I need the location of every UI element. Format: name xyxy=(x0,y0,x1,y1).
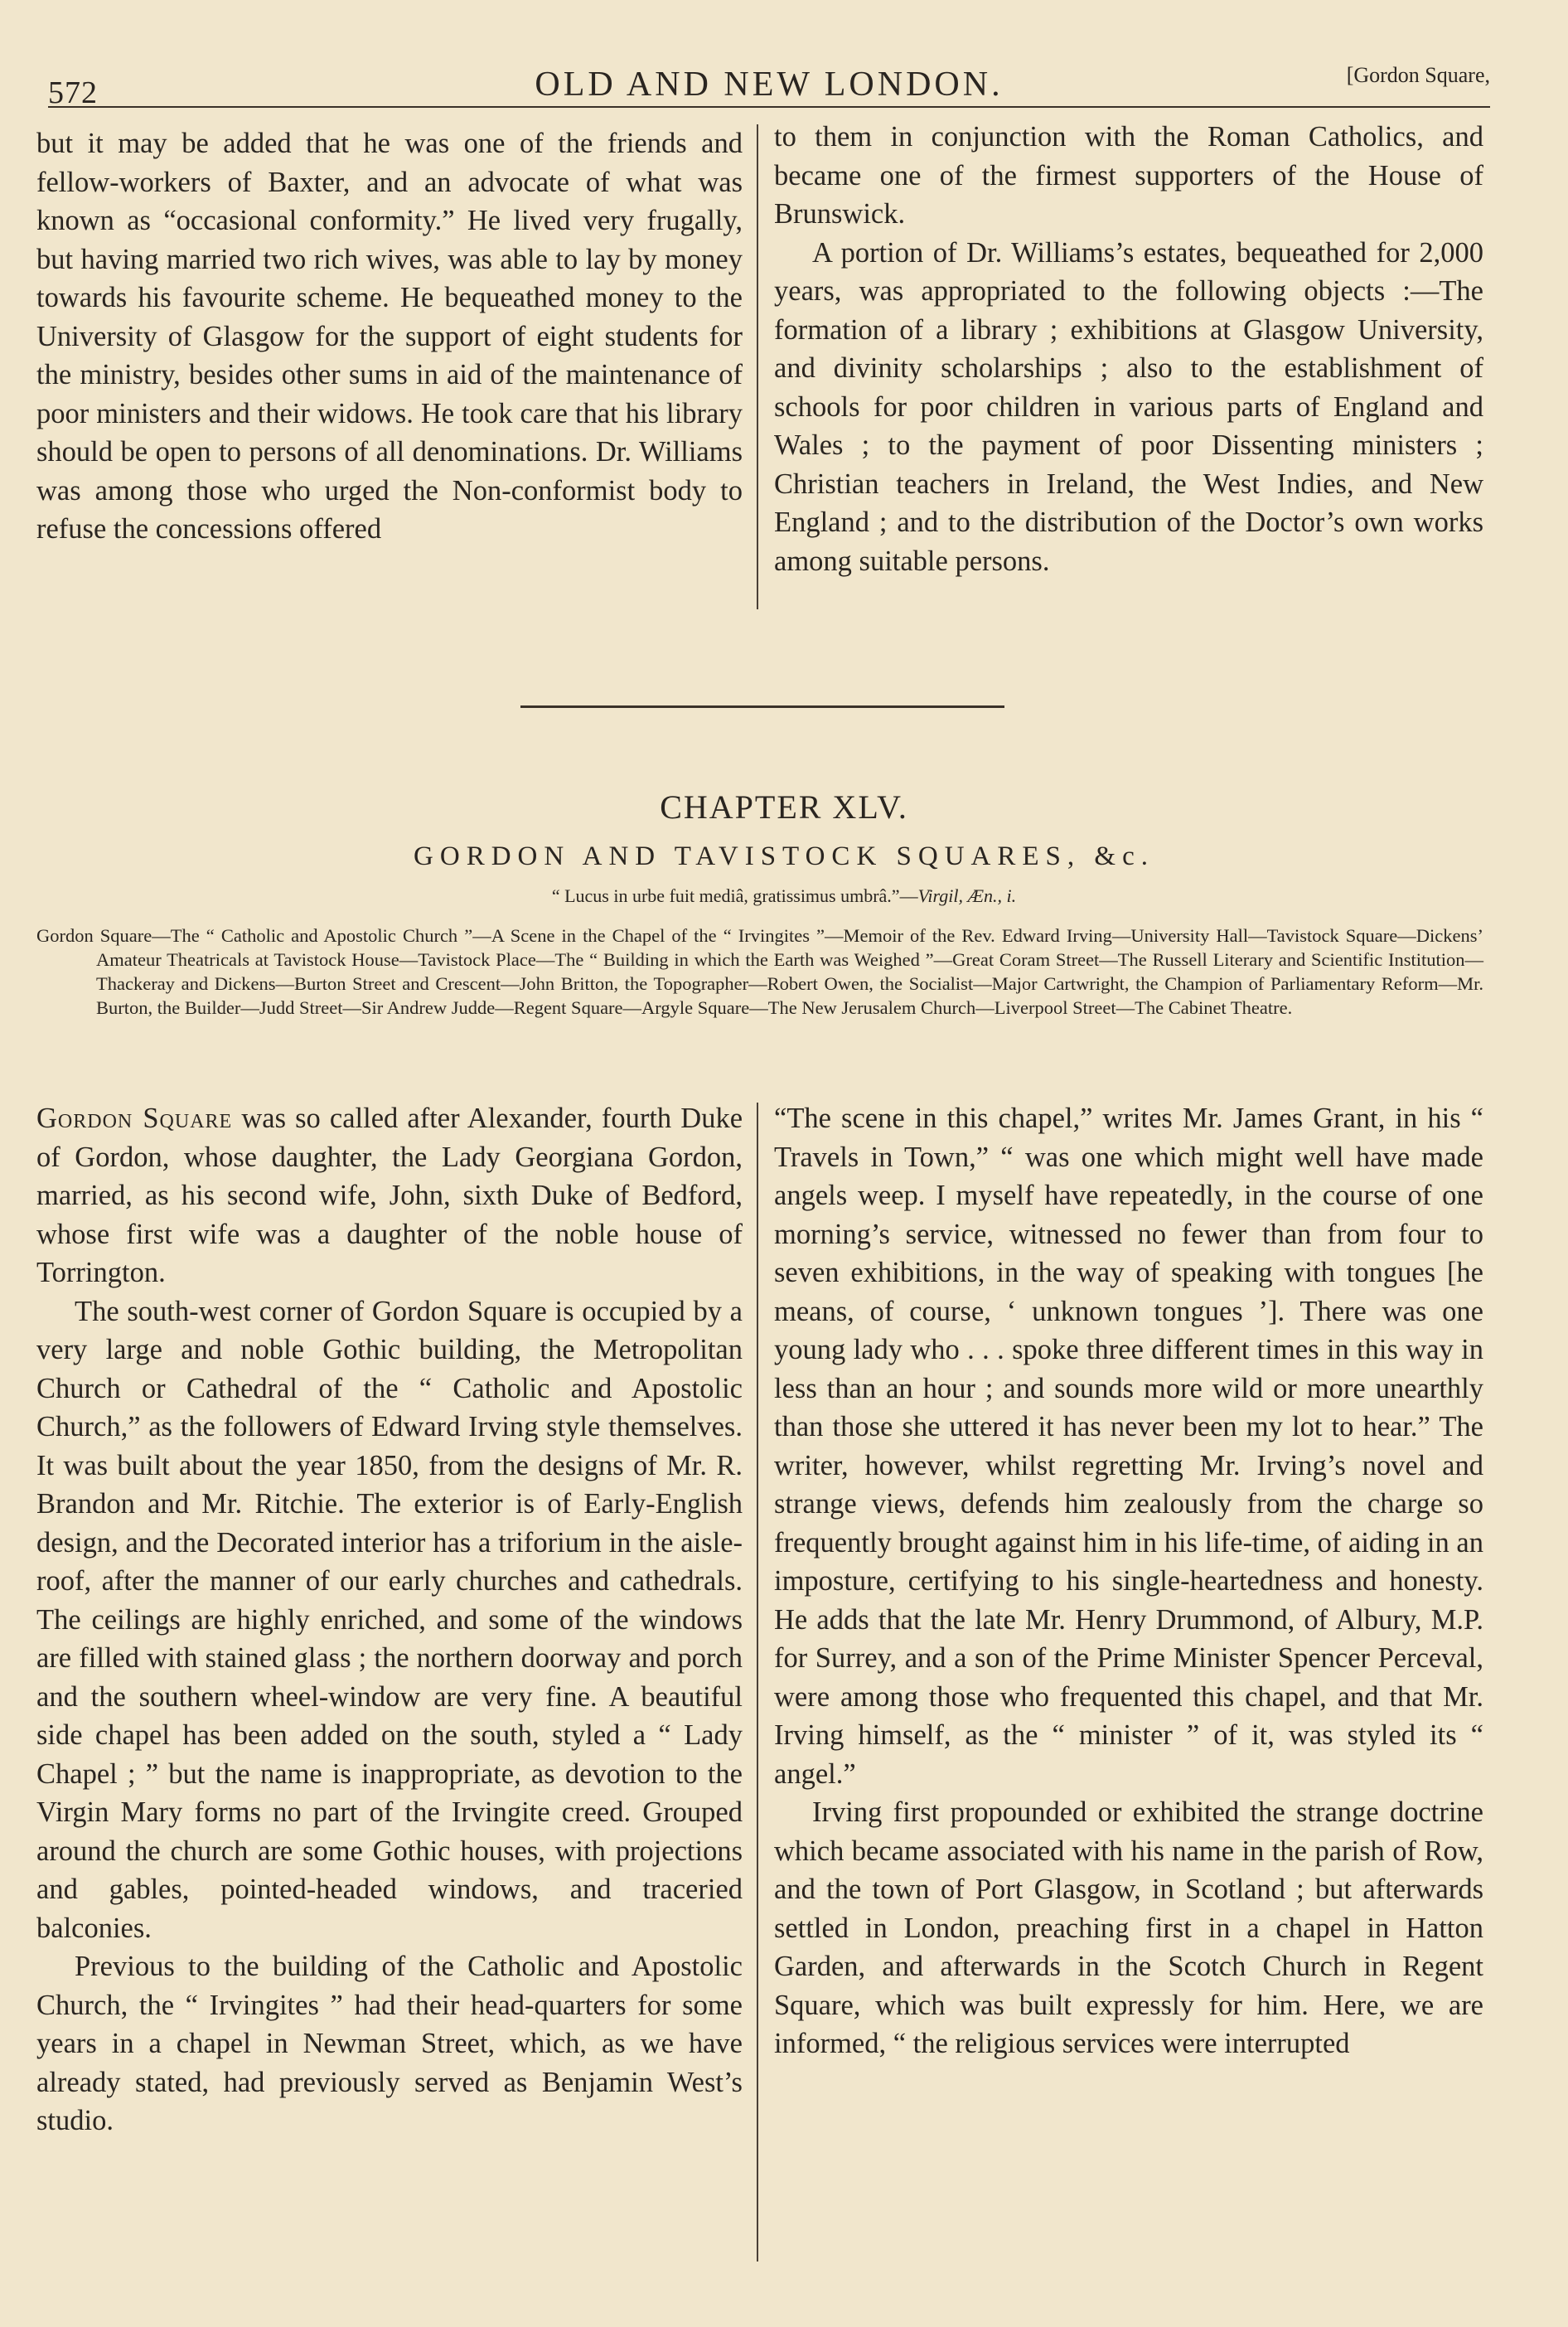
paragraph: but it may be added that he was one of the friends and fellow-workers of Baxter, and an advocate of what was known as “occasional conformity.” He lived very frugally, but having married two rich wives, was able to lay by money towards his favourite scheme. He bequeathed money to the University of Glasgow for the support of eight students for the ministry, besides other sums in aid of the maintenance of poor ministers and their widows. He took care that his library should be open to persons of all denominations. Dr. Williams was among those who urged the Non-conformist body to refuse the concessions offered xyxy=(36,128,743,545)
running-title: OLD AND NEW LONDON. xyxy=(535,65,1004,104)
column-divider xyxy=(757,1103,758,2262)
header-rule xyxy=(48,106,1490,108)
paragraph: to them in conjunction with the Roman Catholics, and became one of the firmest supporters of the House of Brunswick. xyxy=(774,121,1483,230)
bottom-right-column xyxy=(774,1099,1483,2063)
page-number: 572 xyxy=(48,75,98,110)
chapter-subtitle: GORDON AND TAVISTOCK SQUARES, &c. xyxy=(414,841,1154,871)
bottom-left-column xyxy=(36,1099,743,2140)
top-right-column xyxy=(774,118,1483,580)
epigraph-quote: “ Lucus in urbe fuit mediâ, gratissimus umbrâ.”— xyxy=(551,885,918,906)
paragraph: The south-west corner of Gordon Square is occupied by a very large and noble Gothic building, the Metropolitan Church or Cathedral of the “ Catholic and Apostolic Church,” as the followers of Edward Irving style themselves. It was built about the year 1850, from the designs of Mr. R. Brandon and Mr. Ritchie. The exterior is of Early-English design, and the Decorated interior has a triforium in the aisle-roof, after the manner of our early churches and cathedrals. The ceilings are highly enriched, and some of the windows are filled with stained glass ; the northern doorway and porch and the southern wheel-window are very fine. A beautiful side chapel has been added on the south, styled a “ Lady Chapel ; ” but the name is inappropriate, as devotion to the Virgin Mary forms no part of the Irvingite creed. Grouped around the church are some Gothic houses, with projections and gables, pointed-headed windows, and traceried balconies. xyxy=(36,1295,743,1944)
chapter-divider-rule xyxy=(520,705,1004,708)
top-left-column xyxy=(36,124,743,549)
paragraph: Previous to the building of the Catholic and Apostolic Church, the “ Irvingites ” had their head-quarters for some years in a chapel in Newman Street, which, as we have already stated, had previously served as Benjamin West’s studio. xyxy=(36,1951,743,2136)
epigraph xyxy=(0,885,1568,907)
chapter-summary: Gordon Square—The “ Catholic and Apostolic Church ”—A Scene in the Chapel of the “ Irvingites ”—Memoir of the Rev. Edward Irving—University Hall—Tavistock Square—Dickens’ Amateur Theatricals at Tavistock House—Tavistock Place—The “ Building in which the Earth was Weighed ”—Great Coram Street—The Russell Literary and Scientific Institution—Thackeray and Dickens—Burton Street and Crescent—John Britton, the Topographer—Robert Owen, the Socialist—Major Cartwright, the Champion of Parliamentary Reform—Mr. Burton, the Builder—Judd Street—Sir Andrew Judde—Regent Square—Argyle Square—The New Jerusalem Church—Liverpool Street—The Cabinet Theatre. xyxy=(36,925,1483,1018)
running-header xyxy=(48,51,1490,109)
opening-words: Gordon Square xyxy=(36,1103,233,1134)
chapter-title: CHAPTER XLV. xyxy=(660,788,908,826)
paragraph: Irving first propounded or exhibited the strange doctrine which became associated with his name in the parish of Row, and the town of Port Glasgow, in Scotland ; but afterwards settled in London, preaching first in a chapel in Hatton Garden, and afterwards in the Scotch Church in Regent Square, which was built expressly for him. Here, we are informed, “ the religious services were interrupted xyxy=(774,1796,1483,2059)
epigraph-citation: Virgil, Æn., i. xyxy=(917,885,1017,906)
paragraph: A portion of Dr. Williams’s estates, bequeathed for 2,000 years, was appropriated to the following objects :—The formation of a library ; exhibitions at Glasgow University, and divinity scholarships ; also to the establishment of schools for poor children in various parts of England and Wales ; to the payment of poor Dissenting ministers ; Christian teachers in Ireland, the West Indies, and New England ; and to the distribution of the Doctor’s own works among suitable persons. xyxy=(774,236,1483,577)
paragraph xyxy=(36,1099,743,1292)
paragraph: “The scene in this chapel,” writes Mr. James Grant, in his “ Travels in Town,” “ was one which might well have made angels weep. I myself have repeatedly, in the course of one morning’s service, witnessed no fewer than from four to seven exhibitions, in the way of speaking with tongues [he means, of course, ‘ unknown tongues ’]. There was one young lady who . . . spoke three different times in this way in less than an hour ; and sounds more wild or more unearthly than those she uttered it has never been my lot to hear.” The writer, however, whilst regretting Mr. Irving’s novel and strange views, defends him zealously from the charge so frequently brought against him in his life-time, of aiding in an imposture, certifying to his single-heartedness and honesty. He adds that the late Mr. Henry Drummond, of Albury, M.P. for Surrey, and a son of the Prime Minister Spencer Perceval, were among those who frequented this chapel, and that Mr. Irving himself, as the “ minister ” of it, was styled its “ angel.” xyxy=(774,1103,1483,1790)
opening-text: was so called after Alexander, fourth Duke of Gordon, whose daughter, the Lady Georgiana Gordon, married, as his second wife, John, sixth Duke of Bedford, whose first wife was a daughter of the noble house of Torrington. xyxy=(36,1103,743,1288)
section-marker: [Gordon Square, xyxy=(1346,63,1490,87)
column-divider xyxy=(757,124,758,609)
